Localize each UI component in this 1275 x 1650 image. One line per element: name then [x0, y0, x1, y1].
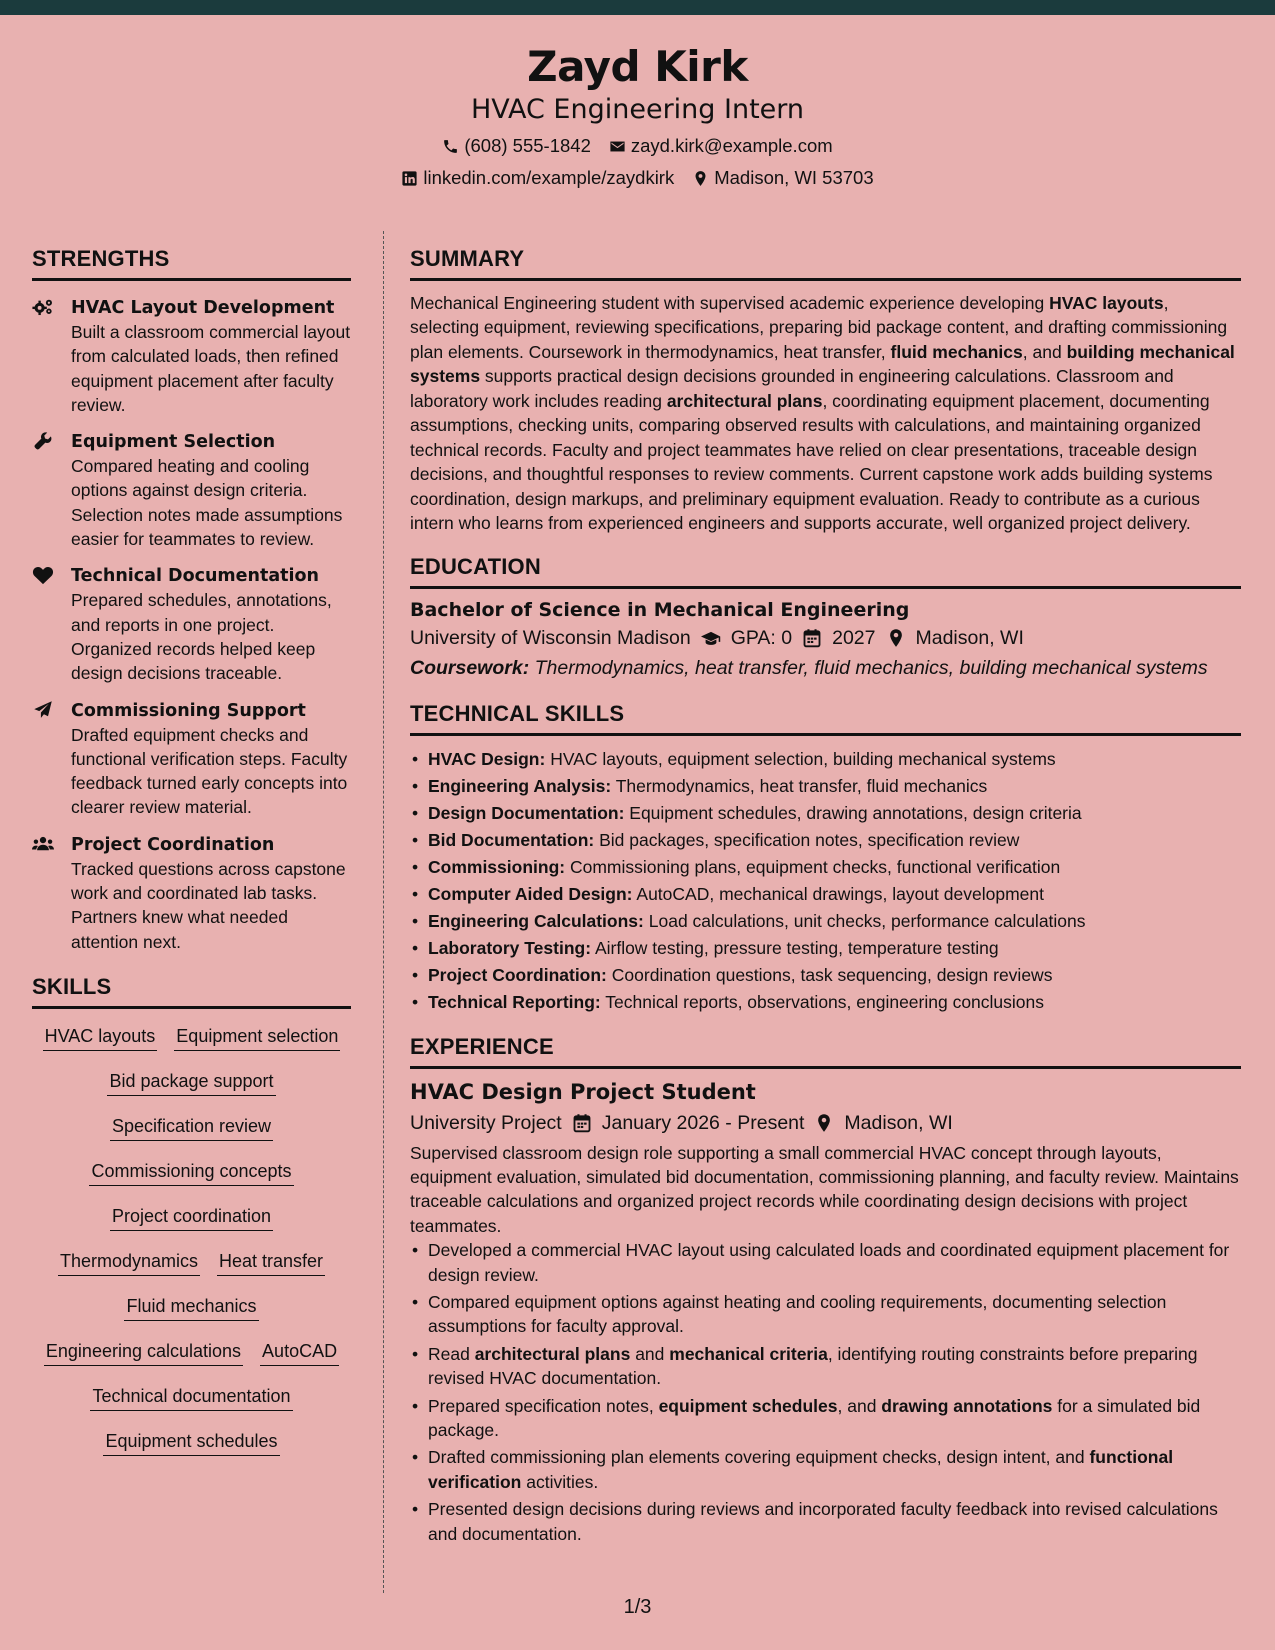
- list-item: [410, 1238, 1241, 1287]
- strength-description: Prepared schedules, annotations, and reports in one project. Organized records helped keep design decisions traceable.: [71, 590, 332, 684]
- job-organization: University Project: [410, 1111, 562, 1134]
- coursework-list: Thermodynamics, heat transfer, fluid mechanics, building mechanical systems: [534, 656, 1208, 679]
- heart-icon: [32, 565, 56, 587]
- left-column: [32, 246, 351, 1475]
- summary-heading: SUMMARY: [410, 246, 1241, 281]
- degree-title: Bachelor of Science in Mechanical Engineering: [410, 598, 910, 621]
- wrench-icon: [32, 431, 56, 453]
- tech-skill-value: Coordination questions, task sequencing, design reviews: [611, 964, 1053, 985]
- phone-text: (608) 555-1842: [464, 135, 591, 156]
- right-column: [410, 246, 1241, 1549]
- bullet-text: Read: [428, 1343, 475, 1364]
- linkedin-contact[interactable]: [401, 167, 674, 189]
- summary-keyword: HVAC layouts: [1049, 293, 1164, 313]
- skill-row: [32, 1295, 351, 1340]
- tech-skill-label: Laboratory Testing:: [428, 937, 592, 958]
- skill-tag: Project coordination: [110, 1205, 273, 1231]
- strength-item: [32, 700, 351, 820]
- graduation-year: 2027: [832, 626, 876, 649]
- school-location: Madison, WI: [915, 626, 1024, 649]
- skill-tag: Bid package support: [107, 1070, 275, 1096]
- strength-title: Technical Documentation: [71, 566, 320, 587]
- list-item: [410, 1290, 1241, 1339]
- users-icon: [32, 834, 56, 856]
- skill-tag: Equipment schedules: [103, 1430, 279, 1456]
- strength-description: Drafted equipment checks and functional verification steps. Faculty feedback turned early concepts into clearer review material.: [71, 724, 348, 818]
- strength-item: [32, 297, 351, 417]
- skill-row: [32, 1430, 351, 1475]
- strength-title: Equipment Selection: [71, 432, 276, 453]
- technical-skills-heading: TECHNICAL SKILLS: [410, 701, 1241, 736]
- skill-row: [32, 1205, 351, 1250]
- education-heading: EDUCATION: [410, 554, 1241, 589]
- gears-icon: [32, 297, 56, 319]
- summary-keyword: architectural plans: [666, 390, 823, 411]
- bullet-text: Developed a commercial HVAC layout using calculated loads and coordinated equipment placement for design review.: [428, 1240, 1230, 1285]
- list-item: [410, 1445, 1241, 1494]
- location-text: Madison, WI 53703: [714, 167, 874, 188]
- tech-skill-label: Design Documentation:: [428, 802, 625, 823]
- skill-tag: Equipment selection: [174, 1025, 340, 1051]
- location-contact: [692, 167, 873, 189]
- skill-tag: Thermodynamics: [58, 1250, 200, 1276]
- bullet-keyword: architectural plans: [474, 1343, 631, 1364]
- list-item: [410, 746, 1241, 773]
- contact-row-2: [0, 167, 1275, 189]
- coursework: [410, 653, 1241, 683]
- calendar-icon: [572, 1113, 592, 1133]
- list-item: [410, 989, 1241, 1016]
- education-meta: [410, 623, 1241, 653]
- gpa-value: GPA: 0: [730, 626, 793, 649]
- tech-skill-label: Engineering Analysis:: [428, 775, 612, 796]
- tech-skill-value: Airflow testing, pressure testing, temperature testing: [594, 937, 999, 958]
- list-item: [410, 854, 1241, 881]
- skill-tag: HVAC layouts: [43, 1025, 158, 1051]
- list-item: [410, 800, 1241, 827]
- job-location: Madison, WI: [844, 1111, 953, 1134]
- job-bullets: [410, 1238, 1241, 1546]
- summary-text: , coordinating equipment placement, documenting assumptions, checking units, comparing observed results with calculations, and maintaining organized technical records. Faculty and project teammates have relied on clear presentations, traceable design decisions, and thoughtful responses to review comments. Current capstone work adds building systems coordination, design markups, and preliminary equipment evaluation. Ready to contribute as a curious intern who learns from experienced engineers and supports accurate, well organized project delivery.: [410, 390, 1213, 534]
- strength-description: Compared heating and cooling options against design criteria. Selection notes made assumptions easier for teammates to review.: [71, 456, 343, 550]
- strength-title: Commissioning Support: [71, 700, 306, 721]
- bullet-text: activities.: [521, 1471, 599, 1492]
- tech-skill-value: Load calculations, unit checks, performance calculations: [648, 910, 1086, 931]
- skill-row: [32, 1025, 351, 1070]
- linkedin-icon: [401, 170, 418, 187]
- candidate-title: HVAC Engineering Intern: [470, 94, 805, 125]
- job-description: Supervised classroom design role supporting a small commercial HVAC concept through layouts, equipment evaluation, simulated bid documentation, commissioning planning, and faculty review. Maintains traceable calculations and organized project records while coordinating design decisions with project teammates.: [410, 1142, 1239, 1236]
- column-divider: [383, 231, 384, 1593]
- tech-skill-label: Computer Aided Design:: [428, 883, 633, 904]
- skill-tag: Engineering calculations: [44, 1340, 243, 1366]
- bullet-text: , identifying routing constraints before preparing revised HVAC documentation.: [428, 1343, 1198, 1389]
- tech-skill-value: Equipment schedules, drawing annotations, design criteria: [629, 802, 1082, 823]
- map-pin-icon: [692, 170, 709, 187]
- candidate-name: Zayd Kirk: [527, 42, 748, 91]
- skill-row: [32, 1250, 351, 1295]
- bullet-keyword: mechanical criteria: [669, 1343, 828, 1364]
- tech-skill-value: AutoCAD, mechanical drawings, layout development: [636, 883, 1044, 904]
- bullet-keyword: equipment schedules: [658, 1395, 838, 1416]
- technical-skills-list: [410, 746, 1241, 1016]
- summary-keyword: building mechanical systems: [410, 341, 1235, 387]
- skill-tag: Fluid mechanics: [124, 1295, 258, 1321]
- bullet-text: Drafted commissioning plan elements covering equipment checks, design intent, and: [428, 1447, 1090, 1468]
- strengths-list: [32, 297, 351, 954]
- tech-skill-label: Bid Documentation:: [428, 829, 595, 850]
- summary-keyword: fluid mechanics: [890, 341, 1023, 362]
- paper-plane-icon: [32, 700, 56, 722]
- skill-tag: Heat transfer: [217, 1250, 325, 1276]
- strengths-heading: STRENGTHS: [32, 246, 351, 281]
- skill-tag: AutoCAD: [260, 1340, 339, 1366]
- list-item: [410, 908, 1241, 935]
- tech-skill-value: Thermodynamics, heat transfer, fluid mechanics: [615, 775, 988, 796]
- top-accent-bar: [0, 0, 1275, 15]
- skill-row: [32, 1070, 351, 1115]
- list-item: [410, 773, 1241, 800]
- bullet-text: , and: [837, 1395, 882, 1416]
- skills-tags: [32, 1025, 351, 1475]
- graduation-cap-icon: [701, 628, 721, 648]
- strength-item: [32, 565, 351, 685]
- envelope-icon: [609, 138, 626, 155]
- list-item: [410, 1497, 1241, 1546]
- skill-row: [32, 1160, 351, 1205]
- tech-skill-label: Commissioning:: [428, 856, 566, 877]
- phone-icon: [442, 138, 459, 155]
- tech-skill-label: Project Coordination:: [428, 964, 607, 985]
- job-dates: January 2026 - Present: [601, 1111, 805, 1134]
- phone-contact[interactable]: [442, 135, 591, 157]
- list-item: [410, 935, 1241, 962]
- list-item: [410, 827, 1241, 854]
- skill-row: [32, 1340, 351, 1385]
- strength-title: Project Coordination: [71, 834, 275, 855]
- bullet-text: for a simulated bid package.: [428, 1395, 1201, 1440]
- summary-paragraph: [410, 291, 1241, 536]
- skill-tag: Commissioning concepts: [89, 1160, 293, 1186]
- job-role: HVAC Design Project Student: [410, 1079, 756, 1104]
- email-text: zayd.kirk@example.com: [630, 135, 833, 156]
- map-pin-icon: [886, 628, 906, 648]
- email-contact[interactable]: [609, 135, 833, 157]
- summary-text: supports practical design decisions grounded in engineering calculations. Classroom and laboratory work includes reading: [410, 366, 1174, 411]
- tech-skill-value: Commissioning plans, equipment checks, functional verification: [569, 856, 1061, 877]
- experience-heading: EXPERIENCE: [410, 1034, 1241, 1069]
- tech-skill-value: Bid packages, specification notes, specification review: [599, 829, 1020, 850]
- bullet-keyword: functional verification: [428, 1447, 1174, 1492]
- list-item: [410, 881, 1241, 908]
- strength-description: Built a classroom commercial layout from calculated loads, then refined equipment placement after faculty review.: [71, 322, 351, 415]
- tech-skill-value: HVAC layouts, equipment selection, building mechanical systems: [550, 748, 1056, 769]
- linkedin-text: linkedin.com/example/zaydkirk: [423, 167, 675, 188]
- strength-title: HVAC Layout Development: [71, 298, 335, 318]
- calendar-icon: [802, 628, 822, 648]
- strength-description: Tracked questions across capstone work and coordinated lab tasks. Partners knew what needed attention next.: [71, 858, 346, 952]
- school-name: University of Wisconsin Madison: [410, 626, 691, 649]
- tech-skill-label: HVAC Design:: [428, 748, 546, 769]
- summary-text: Mechanical Engineering student with supervised academic experience developing: [410, 293, 1050, 313]
- coursework-label: Coursework:: [410, 656, 530, 679]
- bullet-text: Compared equipment options against heating and cooling requirements, documenting selection assumptions for faculty approval.: [428, 1291, 1167, 1337]
- map-pin-icon: [814, 1113, 834, 1133]
- list-item: [410, 962, 1241, 989]
- resume-header: [0, 15, 1275, 205]
- bullet-text: Presented design decisions during reviews and incorporated faculty feedback into revised calculations and documentation.: [428, 1499, 1218, 1544]
- list-item: [410, 1342, 1241, 1391]
- bullet-text: and: [630, 1343, 670, 1364]
- page-number: 1/3: [623, 1596, 652, 1618]
- summary-text: , selecting equipment, reviewing specifications, preparing bid package content, and drafting commissioning plan elements. Coursework in thermodynamics, heat transfer,: [410, 293, 1228, 362]
- skill-tag: Specification review: [110, 1115, 273, 1141]
- summary-text: , and: [1022, 341, 1067, 362]
- strength-item: [32, 834, 351, 954]
- tech-skill-value: Technical reports, observations, engineering conclusions: [605, 991, 1045, 1012]
- skills-heading: SKILLS: [32, 974, 351, 1009]
- skill-tag: Technical documentation: [90, 1385, 292, 1411]
- bullet-text: Prepared specification notes,: [428, 1395, 659, 1416]
- skill-row: [32, 1385, 351, 1430]
- list-item: [410, 1394, 1241, 1443]
- strength-item: [32, 431, 351, 551]
- skill-row: [32, 1115, 351, 1160]
- job-meta: [410, 1107, 1241, 1139]
- tech-skill-label: Technical Reporting:: [428, 991, 601, 1012]
- contact-row-1: [0, 135, 1275, 157]
- bullet-keyword: drawing annotations: [881, 1395, 1053, 1416]
- tech-skill-label: Engineering Calculations:: [428, 910, 644, 931]
